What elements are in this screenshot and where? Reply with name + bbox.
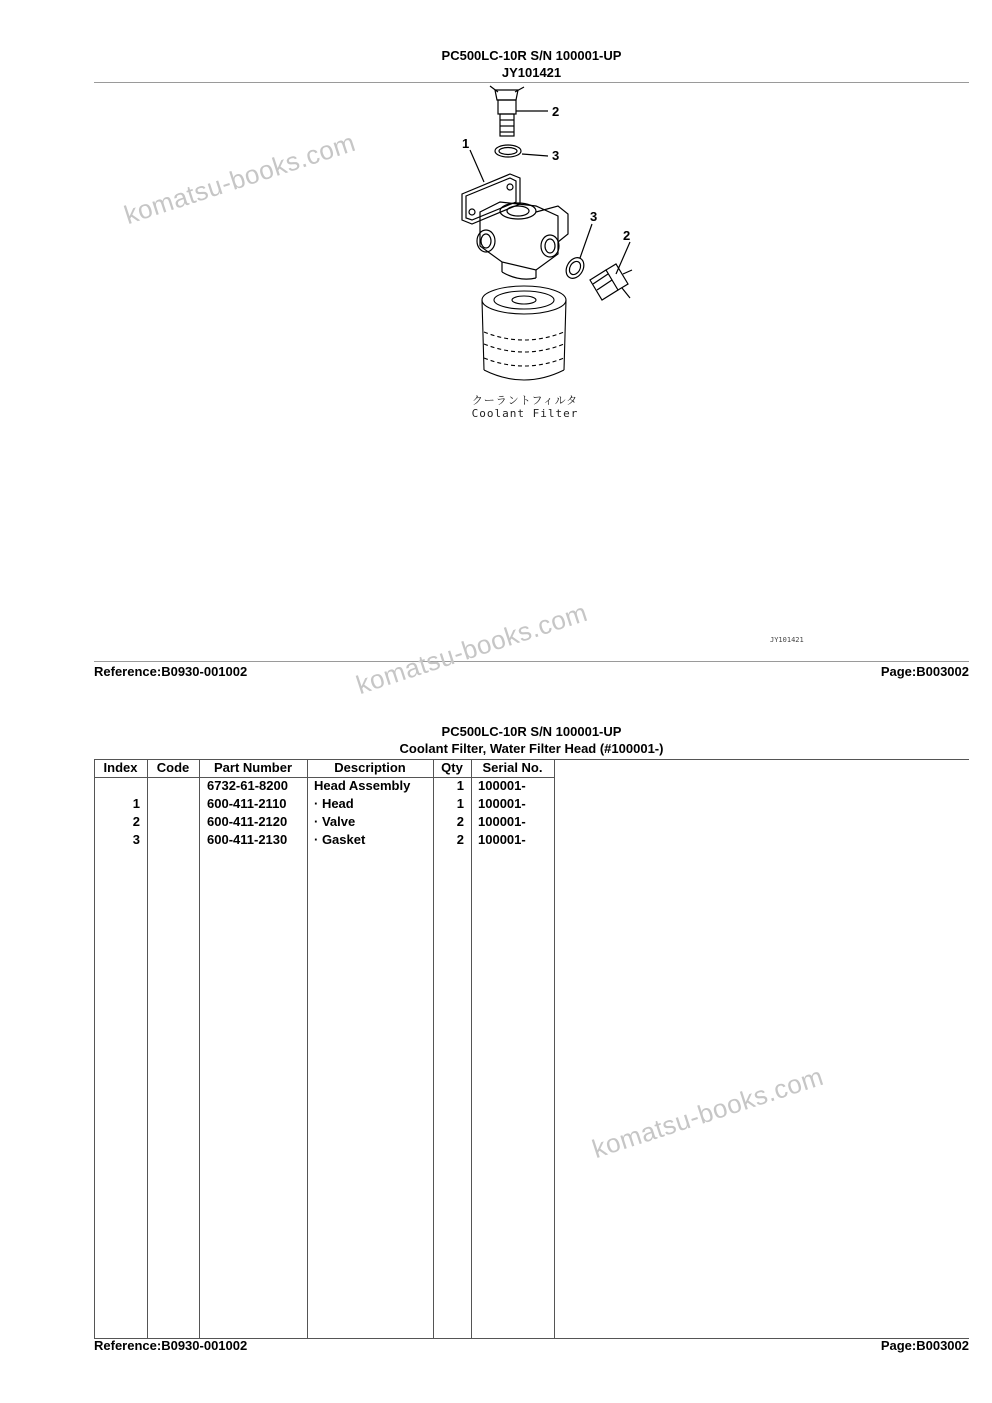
header-code: Code bbox=[156, 760, 190, 775]
parts-table bbox=[94, 759, 969, 1338]
drawing-code: JY101421 bbox=[770, 636, 804, 644]
col-divider bbox=[147, 759, 148, 1338]
row-index: 2 bbox=[132, 814, 140, 829]
diagram-subtitle: JY101421 bbox=[501, 65, 562, 80]
row-part-number: 6732-61-8200 bbox=[207, 778, 288, 793]
top-valve-drawing bbox=[490, 86, 548, 136]
side-valve-drawing bbox=[590, 242, 632, 300]
callout-1: 1 bbox=[462, 136, 470, 151]
watermark: komatsu-books.com bbox=[120, 126, 360, 231]
col-divider bbox=[199, 759, 200, 1338]
diagram-reference: Reference:B0930-001002 bbox=[94, 664, 248, 679]
row-qty: 2 bbox=[456, 814, 464, 829]
row-qty: 1 bbox=[456, 796, 464, 811]
row-serial: 100001- bbox=[478, 796, 526, 811]
table-page-number: Page:B003002 bbox=[880, 1338, 969, 1353]
row-part-number: 600-411-2110 bbox=[207, 796, 287, 811]
row-description: Head Assembly bbox=[314, 778, 411, 793]
table-reference: Reference:B0930-001002 bbox=[94, 1338, 248, 1353]
table-subtitle: Coolant Filter, Water Filter Head (#100001-) bbox=[399, 741, 664, 756]
diagram-footer-rule bbox=[94, 661, 969, 662]
caption-english: Coolant Filter bbox=[471, 407, 579, 420]
diagram-title: PC500LC-10R S/N 100001-UP bbox=[441, 48, 622, 63]
watermark: komatsu-books.com bbox=[588, 1060, 828, 1165]
caption-japanese: クーラントフィルタ bbox=[471, 394, 579, 407]
row-qty: 2 bbox=[456, 832, 464, 847]
diagram-page-number: Page:B003002 bbox=[880, 664, 969, 679]
row-index: 3 bbox=[132, 832, 140, 847]
row-qty: 1 bbox=[456, 778, 464, 793]
header-description: Description bbox=[334, 760, 406, 775]
col-divider bbox=[307, 759, 308, 1338]
table-title: PC500LC-10R S/N 100001-UP bbox=[441, 724, 622, 739]
callout-2-top: 2 bbox=[552, 104, 560, 119]
row-serial: 100001- bbox=[478, 814, 526, 829]
row-description: · Head bbox=[314, 796, 354, 811]
watermark: komatsu-books.com bbox=[352, 596, 592, 701]
col-divider bbox=[554, 759, 555, 1338]
row-description: · Valve bbox=[314, 814, 356, 829]
row-serial: 100001- bbox=[478, 832, 526, 847]
header-serial: Serial No. bbox=[482, 760, 543, 775]
callout-2-side: 2 bbox=[623, 228, 631, 243]
row-index: 1 bbox=[132, 796, 140, 811]
coolant-filter-cartridge-drawing bbox=[472, 282, 578, 390]
row-description: · Gasket bbox=[314, 832, 366, 847]
header-qty: Qty bbox=[441, 760, 463, 775]
diagram-header-rule bbox=[94, 82, 969, 83]
header-part-number: Part Number bbox=[213, 760, 293, 775]
col-divider bbox=[471, 759, 472, 1338]
callout-3-top: 3 bbox=[552, 148, 560, 163]
header-index: Index bbox=[103, 760, 138, 775]
callout-3-side: 3 bbox=[590, 209, 598, 224]
row-part-number: 600-411-2120 bbox=[207, 814, 288, 829]
row-part-number: 600-411-2130 bbox=[207, 832, 288, 847]
row-serial: 100001- bbox=[478, 778, 526, 793]
head-body-drawing bbox=[462, 174, 568, 279]
